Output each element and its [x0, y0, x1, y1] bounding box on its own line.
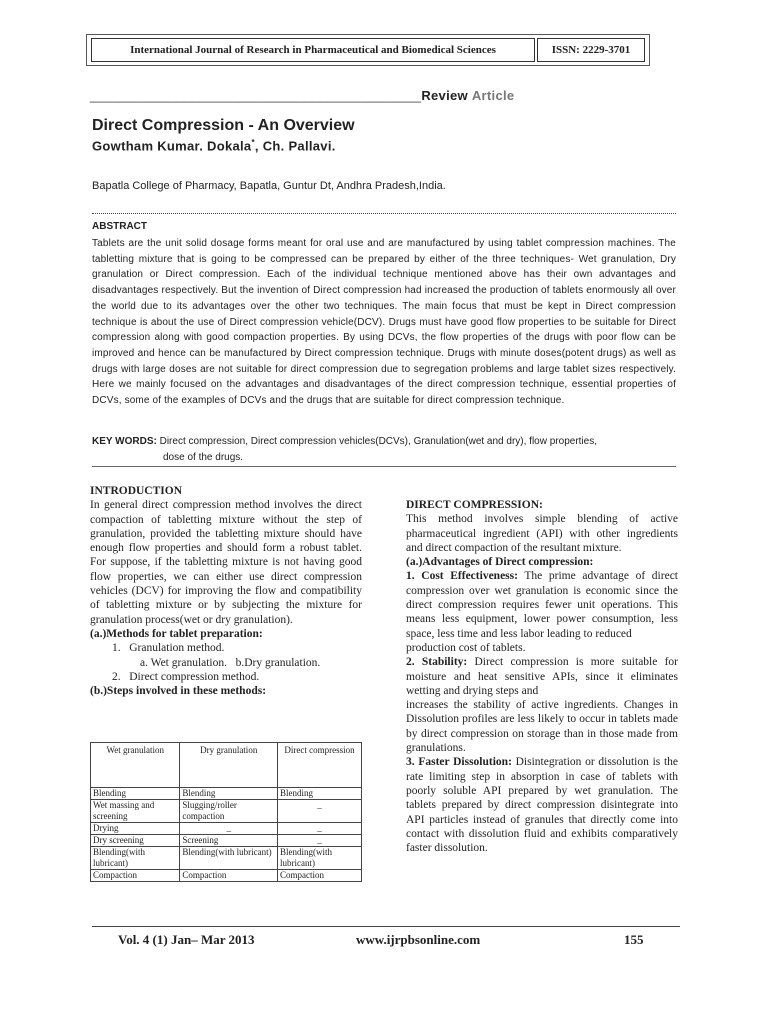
table-row: [91, 800, 362, 823]
point-2: 2. Stability: Direct compression is more suitable for moisture and heat sensitive APIs, since it eliminates wetting and drying steps and: [406, 656, 678, 697]
article-type-review: Review: [421, 88, 468, 103]
keywords: [92, 434, 676, 465]
journal-name: International Journal of Research in Pharmaceutical and Biomedical Sciences: [91, 38, 535, 62]
table-cell: Compaction: [91, 870, 180, 882]
table-header-row: [91, 743, 362, 788]
intro-heading: INTRODUCTION: [90, 485, 183, 497]
dash-rule: ____________________________________________: [90, 88, 422, 103]
table-cell: Blending(with lubricant): [180, 847, 278, 870]
keywords-line1: Direct compression, Direct compression vehicles(DCVs), Granulation(wet and dry), flow properties,: [159, 436, 597, 447]
journal-header: [86, 34, 650, 66]
abstract-text: Tablets are the unit solid dosage forms meant for oral use and are manufactured by using tablet compression machines. The tabletting mixture that is going to be compressed can be prepared by either of the three techniques- Wet granulation, Dry granulation or Direct compression. Each of the individual technique mentioned above has their own advantages and disadvantages respectively. But the invention of Direct compression had increased the production of tablets enormously all over the world due to its advantages over the other two techniques. The main focus that must be kept in Direct compression technique is about the use of Direct compression vehicle(DCV). Drugs must have good flow properties to be suitable for Direct compression along with good compaction properties. By using DCVs, the flow properties of the drugs with poor flow can be improved and hence can be manufactured by Direct compression technique. Drugs with minute doses(potent drugs) as well as drugs with large doses are not suitable for direct compression due to segregation problems and large tablet sizes respectively. Here we mainly focused on the advantages and disadvantages of the direct compression technique, essential properties of DCVs, some of the examples of DCVs and the drugs that are suitable for direct compression technique.: [92, 238, 676, 407]
table-cell: Blending: [180, 788, 278, 800]
abstract-heading: ABSTRACT: [92, 221, 147, 232]
table-row: [91, 788, 362, 800]
table-header: Dry granulation: [180, 743, 278, 788]
table-header: Wet granulation: [91, 743, 180, 788]
footer-volume: Vol. 4 (1) Jan– Mar 2013: [118, 932, 255, 947]
page-number: 155: [624, 932, 644, 947]
table-cell: _: [277, 835, 361, 847]
author-1: Gowtham Kumar. Dokala: [92, 138, 252, 154]
table-header: Direct compression: [277, 743, 361, 788]
footer-divider: [92, 926, 680, 927]
right-column: [406, 498, 678, 855]
table-cell: Screening: [180, 835, 278, 847]
method-2: 2. Direct compression method.: [112, 670, 260, 683]
divider: [92, 213, 676, 214]
table-cell: Dry screening: [91, 835, 180, 847]
table-row: [91, 847, 362, 870]
table-cell: Drying: [91, 823, 180, 835]
point-1: 1. Cost Effectiveness: The prime advantage of direct compression over wet granulation is economic since the direct compression requires fewer unit operations. This means less equipment, lower power consumption, less space, less time and less labor leading to reduced: [406, 570, 678, 640]
method-1-sub: a. Wet granulation. b.Dry granulation.: [140, 656, 321, 669]
table-cell: Compaction: [277, 870, 361, 882]
authors: [92, 138, 336, 153]
table-row: [91, 823, 362, 835]
keywords-line2: dose of the drugs.: [163, 451, 244, 463]
intro-text: In general direct compression method involves the direct compaction of tabletting mixture without the step of granulation, provided the tabletting mixture should have enough flow properties and should form a robust tablet. For suppose, if the tabletting mixture is not having good flow properties, we can either use direct compression vehicles (DCV) for improving the flow and compatibility of tabletting mixture or by subjecting the mixture for granulation process(wet or dry granulation).: [90, 499, 362, 626]
dc-text: This method involves simple blending of active pharmaceutical ingredient (API) with other ingredients and direct compaction of the resultant mixture.: [406, 513, 678, 554]
corresponding-mark: *: [251, 138, 255, 147]
point-1-cont: production cost of tablets.: [406, 641, 526, 654]
method-1: 1. Granulation method.: [112, 642, 225, 655]
issn: ISSN: 2229-3701: [537, 38, 645, 62]
affiliation: Bapatla College of Pharmacy, Bapatla, Guntur Dt, Andhra Pradesh,India.: [92, 180, 446, 192]
divider: [92, 466, 676, 467]
point-3: 3. Faster Dissolution: Disintegration or dissolution is the rate limiting step in absorption in case of tablets with poorly soluble API prepared by wet granulation. The tablets prepared by direct compression disintegrate into API particles instead of granules that directly come into contact with dissolution fluid and exhibits comparatively faster dissolution.: [406, 756, 678, 855]
table-cell: _: [277, 823, 361, 835]
paper-title: Direct Compression - An Overview: [92, 117, 355, 134]
table-cell: Compaction: [180, 870, 278, 882]
left-column: [90, 484, 362, 698]
footer-url[interactable]: www.ijrpbsonline.com: [356, 932, 481, 947]
table-cell: Blending(with lubricant): [277, 847, 361, 870]
table-cell: Blending: [91, 788, 180, 800]
keywords-label: KEY WORDS:: [92, 436, 157, 447]
article-type-article: Article: [471, 88, 515, 103]
methods-table: [90, 742, 362, 882]
table-cell: Wet massing and screening: [91, 800, 180, 823]
table-cell: _: [180, 823, 278, 835]
dc-heading: DIRECT COMPRESSION:: [406, 499, 543, 511]
table-cell: Blending(with lubricant): [91, 847, 180, 870]
table-row: [91, 870, 362, 882]
author-2: , Ch. Pallavi.: [254, 138, 336, 154]
article-type: [90, 88, 668, 103]
steps-heading: (b.)Steps involved in these methods:: [90, 685, 267, 698]
point-2-cont: increases the stability of active ingredients. Changes in Dissolution profiles are less likely to occur in tablets made by direct compression on storage than in those made from granulations.: [406, 699, 678, 755]
table-row: [91, 835, 362, 847]
advantages-heading: (a.)Advantages of Direct compression:: [406, 556, 594, 569]
table-cell: Blending: [277, 788, 361, 800]
table-cell: Slugging/roller compaction: [180, 800, 278, 823]
table-cell: _: [277, 800, 361, 823]
methods-heading: (a.)Methods for tablet preparation:: [90, 627, 263, 640]
